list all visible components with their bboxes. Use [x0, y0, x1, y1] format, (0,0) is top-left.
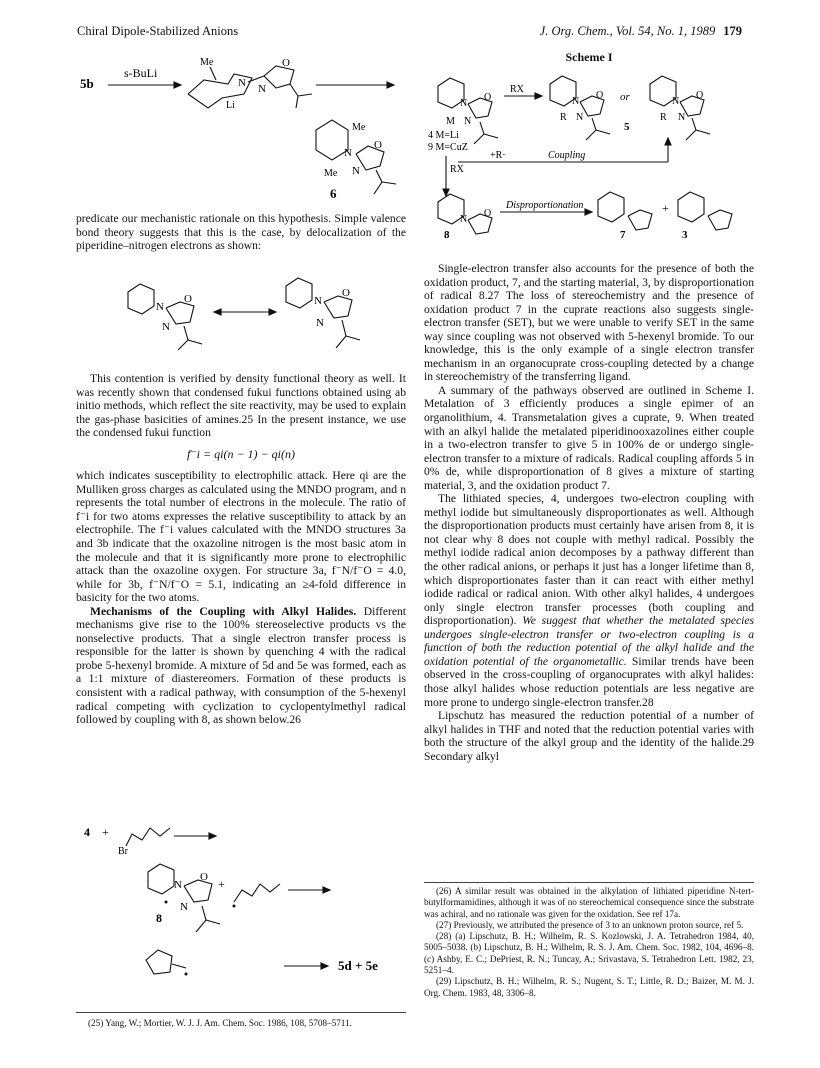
s1-o: O — [484, 92, 492, 103]
paragraph-fukui: which indicates susceptibility to electrophilic attack. Here qi are the Mulliken gross charges as calculated using the MNDO program, and n represents the total number of electrons in the molecule. The ratio of f⁻i for two atoms expresses the relative susceptibility to attack by an electrophile. The f⁻i values calculated with the MNDO structures 3a and 3b indicate that the oxazoline nitrogen is the most basic atom in the molecule and that it is significantly more prone to electrophilic attack than the oxazoline oxygen. For structure 3a, f⁻N/f⁻O = 4.0, while for 3b, f⁻N/f⁻O = 5.1, indicating an ≥4-fold difference in basicity for the two atoms. — [76, 469, 406, 605]
bond — [342, 320, 346, 336]
left-footnotes — [76, 1018, 406, 1029]
left-column — [76, 212, 406, 253]
s3-n2: N — [678, 112, 686, 123]
disproportionation-label: Disproportionation — [506, 200, 584, 211]
bond — [480, 122, 484, 134]
s1-n2: N — [464, 116, 472, 127]
plus-sign-2: + — [218, 877, 225, 891]
n-atom: N — [238, 77, 246, 89]
radical-dot — [185, 973, 188, 976]
arrowhead — [535, 93, 542, 99]
bond — [298, 94, 312, 96]
product-label-6: 6 — [330, 186, 337, 201]
bond — [172, 964, 186, 968]
s3b-oxazoline — [708, 210, 732, 230]
scheme-title: Scheme I — [565, 50, 613, 64]
paragraph-summary: A summary of the pathways observed are outlined in Scheme I. Metalation of 3 efficiently produces a single epimer of an organolithium, 4. Transmetalation gives a cuprate, 9. When treated with an alkyl halide the metalated piperidinooxazolines either couple in a two-electron transfer to give 5 in 100% de or undergo single-electron transfer to a mixture of radicals. Radical coupling affords 5 in 0% de, while disproportionation of 8 gives a mixture of starting material, 3, and the oxidation product 7. — [424, 383, 754, 492]
paragraph-lithiated-c: Similar trends have been observed in the cross-coupling of organocuprates with alkyl halides: those alkyl halides whose reduction potentials are less negative are more prone to undergo single-electron transfer.28 — [424, 654, 754, 709]
hexenyl-chain — [126, 828, 170, 846]
paragraph-mechanisms — [76, 605, 406, 727]
fukui-equation: f⁻i = qi(n − 1) − qi(n) — [187, 446, 295, 461]
arrowhead — [387, 82, 394, 88]
radical-dot — [165, 901, 168, 904]
products-label: 5d + 5e — [338, 958, 378, 973]
footnote-28: (28) (a) Lipschutz, B. H.; Wilhelm, R. S. Kozlowski, J. A. Tetrahedron 1984, 40, 5005–5038. (b) Lipschutz, B. H.; Wilhelm, R. S. J. Am. Chem. Soc. 1982, 104, 4696–8. (c) Ashby, E. C.; DePriest, R. N.; Tuncay, A.; Srivastava, S. Tetrahedron Lett. 1982, 23, 5251–4. — [424, 931, 754, 976]
label-7: 7 — [620, 229, 626, 241]
radical-o: O — [200, 871, 208, 883]
bond — [474, 134, 484, 144]
s2-r: R — [560, 112, 567, 123]
bond — [686, 130, 696, 140]
arrowhead — [174, 82, 181, 88]
bond — [374, 182, 382, 194]
arrowhead — [665, 138, 671, 145]
s3-r: R — [660, 112, 667, 123]
bond — [484, 134, 498, 138]
s8-n: N — [460, 214, 468, 225]
n-atom-2: N — [258, 83, 266, 95]
arrowhead — [323, 887, 330, 893]
bond — [188, 340, 202, 344]
s7-ring — [598, 192, 624, 222]
bond — [202, 906, 206, 920]
bond — [346, 336, 360, 340]
bond — [296, 96, 298, 108]
product-n: N — [344, 147, 352, 159]
s3b-ring — [678, 192, 704, 222]
bond — [586, 130, 596, 140]
label-9: 9 M=CuZ — [428, 142, 468, 153]
label-5: 5 — [624, 121, 630, 133]
bond — [290, 84, 298, 96]
bond — [592, 118, 596, 130]
arrowhead — [585, 209, 592, 215]
bond — [596, 130, 610, 134]
arrowhead — [209, 833, 216, 839]
s3-o: O — [696, 90, 704, 101]
right-footnotes — [424, 886, 754, 999]
rx-label-2: RX — [450, 164, 464, 175]
arrowhead — [214, 309, 221, 315]
r-dot-label: +R· — [490, 150, 506, 161]
bond — [206, 920, 220, 924]
s2-o: O — [596, 90, 604, 101]
oxazoline-a — [166, 302, 194, 324]
footnote-rule-left — [76, 1012, 406, 1013]
footnote-27: (27) Previously, we attributed the presence of 3 to an unknown proton source, ref 5. — [436, 919, 744, 930]
running-head-title: Chiral Dipole-Stabilized Anions — [77, 24, 239, 38]
bond — [248, 76, 264, 82]
paragraph-lithiated-a: The lithiated species, 4, undergoes two-electron coupling with methyl iodide but simultaneously disproportionates as well. Although the disproportionation products must certainly have arisen from 8, it is not clear why 8 does not couple with methyl radical. Possibly the methyl iodide radical anion decomposes by a pathway different than the other radical anions, or perhaps it just has a longer lifetime than 8, which disproportionates faster than it can react with either methyl iodide radical or radical anion. With other alkyl halides, 4 undergoes only single electron transfer processes (both coupling and disproportionation). — [424, 492, 754, 628]
paragraph-hypothesis: predicate our mechanistic rationale on this hypothesis. Simple valence bond theory suggests that this is the case, by delocalization of the piperidine–nitrogen electrons as shown: — [76, 212, 406, 253]
running-head-journal — [540, 24, 742, 39]
reagent-label: s-BuLi — [124, 66, 158, 80]
methyl-label: Me — [200, 57, 214, 68]
right-column-body — [424, 262, 754, 763]
intermediate-8: 8 — [156, 911, 162, 925]
paragraph-lipschutz: Lipschutz has measured the reduction potential of a number of alkyl halides in THF and noted that the reduction potential varies with both the structure of the alkyl group and the identity of the halide.29 Secondary alkyl — [424, 709, 754, 763]
scheme-radical-probe — [76, 822, 411, 992]
bond — [382, 182, 396, 184]
scheme-i — [424, 66, 754, 242]
label-4: 4 M=Li — [428, 130, 459, 141]
s1-n: N — [460, 98, 468, 109]
radical-oxazoline — [184, 880, 212, 902]
page-number: 179 — [723, 24, 742, 38]
label-8: 8 — [444, 229, 450, 241]
footnote-rule-right — [424, 882, 754, 883]
arrowhead — [269, 309, 276, 315]
paragraph-dft: This contention is verified by density functional theory as well. It was recently shown that condensed fukui functions obtained using ab initio methods, which reflect the site reactivity, may be used to explain the gas-phase basicities of amines.25 In the present instance, we use the condensed fukui function — [76, 372, 406, 440]
atom-n-minus: N — [316, 317, 324, 329]
paragraph-lithiated-italic: We suggest that whether the metalated species undergoes single-electron transfer or two-electron coupling is a function of both the reduction potential of the alkyl halide and the oxidation potential of the organometallic. — [424, 614, 754, 668]
footnote-25: (25) Yang, W.; Mortier, W. J. J. Am. Chem. Soc. 1986, 108, 5708–5711. — [88, 1018, 352, 1028]
bond — [196, 920, 206, 932]
atom-o-b: O — [342, 287, 350, 299]
product-n2: N — [352, 165, 360, 177]
cyclopentyl-ring — [146, 950, 172, 974]
lithium-label: Li — [226, 100, 235, 111]
ring-a — [128, 284, 154, 314]
s2-n2: N — [576, 112, 584, 123]
left-column-body — [76, 372, 406, 727]
coupling-label: Coupling — [548, 150, 586, 161]
hexenyl-radical — [234, 884, 280, 902]
journal-citation: J. Org. Chem., Vol. 54, No. 1, 1989 — [539, 24, 716, 38]
bromine-label: Br — [118, 846, 128, 857]
bond — [376, 170, 382, 182]
atom-n: N — [156, 301, 164, 313]
bond — [184, 326, 188, 340]
s8-o: O — [484, 208, 492, 219]
s1-m: M — [446, 116, 455, 127]
reactant-4: 4 — [84, 825, 90, 839]
resonance-structures — [76, 268, 406, 360]
product-methyl: Me — [352, 122, 366, 133]
compound-label-5b: 5b — [80, 76, 94, 91]
product-methyl-2: Me — [324, 168, 338, 179]
atom-n2: N — [162, 321, 170, 333]
scheme-metalation — [76, 52, 411, 204]
plus-sign: + — [102, 825, 109, 839]
paragraph-lithiated — [424, 492, 754, 709]
oxazoline-ring — [264, 66, 294, 88]
bond — [210, 67, 216, 80]
radical-n: N — [174, 879, 182, 891]
radical-ring — [148, 864, 174, 894]
s2-n: N — [572, 96, 580, 107]
atom-n-plus: N — [314, 295, 322, 307]
bond — [696, 130, 710, 134]
paragraph-set: Single-electron transfer also accounts for the presence of both the oxidation product, 7, and the starting material, 3, by disproportionation of radical 8.27 The loss of stereochemistry and the presence of oxidation product 7 in the cuprate reactions also suggests single-electron transfer (SET), but we were unable to verify SET in the same way since coupling was not observed with 5-hexenyl bromide. To our knowledge, this is the only example of a single electron transfer mechanism in an organocuprate cross-coupling detected by a change in stereochemistry of the transferring ligand. — [424, 262, 754, 384]
paragraph-mechanisms-text: Different mechanisms give rise to the 100% stereoselective products vs the nonselective products. That a single electron transfer process is responsible for the latter is shown by quenching 4 with the radical probe 5-hexenyl bromide. A mixture of 5d and 5e was formed, each as a 1:1 mixture of diastereomers. Formation of these products is consistent with a radical pathway, with consumption of the 5-hexenyl radical competing with cyclization to cyclopentylmethyl radical followed by coupling with 8, as shown below.26 — [76, 604, 406, 727]
bond — [336, 336, 346, 348]
plus-sign-3: + — [662, 201, 669, 215]
radical-dot — [233, 905, 236, 908]
bond — [692, 118, 696, 130]
or-label: or — [620, 91, 630, 103]
s3-n: N — [672, 96, 680, 107]
product-o: O — [374, 139, 382, 151]
footnote-29: (29) Lipschutz, B. H.; Wilhelm, R. S.; Nugent, S. T.; Little, R. D.; Baizer, M. M. J. Org. Chem. 1983, 48, 3306–8. — [424, 976, 754, 998]
arrowhead — [321, 963, 328, 969]
oxazoline-b — [324, 296, 352, 318]
bond — [178, 340, 188, 350]
atom-o: O — [184, 293, 192, 305]
rx-label: RX — [510, 84, 524, 95]
label-3: 3 — [682, 229, 688, 241]
o-atom: O — [282, 57, 290, 69]
section-heading: Mechanisms of the Coupling with Alkyl Halides. — [90, 604, 357, 618]
radical-n2: N — [180, 901, 188, 913]
s7-oxazoline — [628, 210, 652, 230]
ring-b — [286, 278, 312, 308]
footnote-26: (26) A similar result was obtained in the alkylation of lithiated piperidine N-tert-butylformamidines, although it was of no stereochemical consequence since the substrate was achiral, and no rationale was given for the oxidation. See ref 17a. — [424, 886, 754, 919]
